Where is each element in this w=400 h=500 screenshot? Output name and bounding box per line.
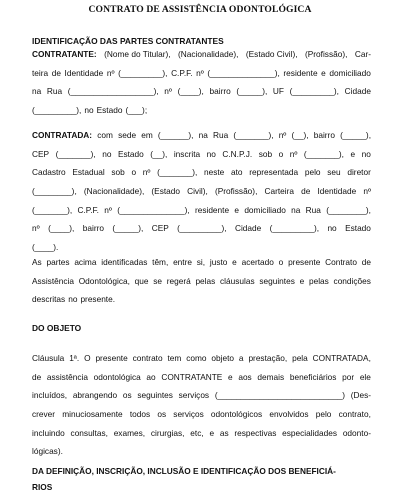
word: (____), [177,86,204,97]
word: CONTRATANTE [161,371,223,382]
contratante-line-4 [32,101,371,120]
word: consultas, [70,427,108,438]
document-title: CONTRATO DE ASSISTÊNCIA ODONTOLÓGICA [88,4,312,15]
word: (_________), [289,86,339,97]
word: nº [106,67,115,78]
word: e [232,257,237,267]
word: teira [32,67,49,78]
word: sede [118,130,137,140]
word: aos [238,371,252,382]
word: Car- [354,49,371,59]
word: e [209,427,215,438]
word: (Des- [350,390,371,401]
contratada-line-2 [32,145,371,164]
word: (_________), [118,67,168,78]
section-heading-definition [32,462,371,494]
word: beneficiários [289,371,337,382]
word: de [361,257,371,267]
agreement-line-1 [32,253,371,272]
word: CONTRATADA, [312,353,371,363]
word: e [299,275,305,286]
word: identificadas [101,257,148,267]
clause-1-line-2 [32,368,371,387]
word: incluindo [32,427,65,438]
contratada-line-4 [32,182,371,201]
contratante-line-2 [32,64,371,83]
word: envolvidos [269,409,309,420]
word: no [102,148,112,159]
word: CEP [32,148,50,159]
word: o [131,167,137,178]
word: C.P.F. [77,204,99,215]
word: nº [278,130,287,140]
contratada-line-5 [32,201,371,220]
word: (_______), [157,167,198,178]
word: Estado [345,223,371,234]
word: residente [194,204,230,215]
section-heading-parties: IDENTIFICAÇÃO DAS PARTES CONTRATANTES [32,36,224,46]
word: de [301,186,311,197]
word: presente [288,257,321,267]
word: de [51,67,61,78]
word: têm, [152,257,169,267]
word: pelo [315,409,332,420]
definition-heading-line-1: DA DEFINIÇÃO, INSCRIÇÃO, INCLUSÃO E IDENTIFICAÇÃO DOS BENEFICIÁ- [32,466,336,476]
word: em [141,130,153,140]
word: sob [111,167,125,178]
word: como [186,353,207,363]
word: respectivas [234,427,277,438]
word: (_________), [269,223,320,234]
word: ao [146,371,156,382]
word: demais [257,371,285,382]
word: neste [204,167,225,178]
word: bairro [209,86,231,97]
word: crever [32,409,56,420]
word: minuciosamente [62,409,123,420]
agreement-line-3 [32,290,371,309]
word: prestação, [248,353,288,363]
word: diretor [347,167,371,178]
word: bairro [82,223,104,234]
word: Cidade [234,223,262,234]
word: Carteira [264,186,294,197]
word: etc, [190,427,204,438]
word: Estadual [72,167,105,178]
word: entre [173,257,192,267]
definition-heading-line-2: RIOS [32,482,53,492]
word: (__), [291,130,309,140]
word: (____). [32,242,59,253]
word: si, [196,257,206,267]
word: acima [74,257,97,267]
contratante-paragraph [32,45,371,120]
word: os [157,409,167,420]
word: representada [249,167,299,178]
word: no [327,223,337,234]
word: Rua [305,204,321,215]
word: CEP [151,223,169,234]
word: no [361,148,371,159]
word: (Profissão), [304,49,348,59]
word: com [97,130,113,140]
word: Civil), [187,186,208,197]
agreement-line-2 [32,272,371,291]
word: na [32,86,42,97]
word: presente. [80,294,116,305]
word: (_____), [236,86,268,97]
word: (______), [157,130,194,140]
word: (___); [125,105,148,116]
word: presente [95,353,128,363]
word: na [291,204,301,215]
word: e [350,148,356,159]
word: condições [333,275,371,286]
contratada-line-1 [32,126,371,145]
word: contrato [132,353,163,363]
word: nº [142,167,151,178]
clause-1-line-1 [32,349,371,368]
word: pelas [308,275,329,286]
word: (_______), [32,204,73,215]
word: odontológicos [210,409,263,420]
word: tem [167,353,182,363]
word: os [122,390,132,401]
word: e [234,204,240,215]
word: no [206,148,216,159]
word: descritas [32,294,66,305]
word: Contrato [325,257,357,267]
word: As [32,257,42,267]
clause-1-line-6 [32,442,371,461]
word: Rua [213,130,229,140]
clause-1-line-5 [32,424,371,443]
word: exames, [113,427,146,438]
word: (Profissão), [214,186,258,197]
word: (Estado [151,186,180,197]
word: (_____), [112,223,144,234]
word: Identidade [64,67,104,78]
word: Estado [96,105,123,116]
word: (Nacionalidade), [178,49,239,59]
word: O [84,353,91,363]
word: nº [363,186,371,197]
word: serviços [173,409,204,420]
word: o [278,257,284,267]
word: (____), [48,223,75,234]
word: abrangendo [72,390,118,401]
word: (_______), [233,130,274,140]
word: (___________________________) [214,390,345,401]
word: assistência [46,371,88,382]
word: sob [258,148,273,159]
word: seguintes [137,390,173,401]
word: UF [272,86,284,97]
word: cirurgias, [150,427,185,438]
word: cláusulas [220,275,255,286]
word: (Estado Civil), [245,49,298,59]
word: nº [104,204,112,215]
word: (__________________), [67,86,159,97]
word: nº [196,67,204,78]
word: (_________), [177,223,227,234]
contratante-line-3 [32,82,371,101]
word: acertado [241,257,274,267]
word: incluídos, [32,390,68,401]
word: (_______), [55,148,96,159]
word: justo [209,257,228,267]
word: a [238,353,244,363]
word: no [84,105,94,116]
word: seu [327,167,341,178]
word: (________), [326,204,371,215]
word: serviços [178,390,210,401]
word: regerá [166,275,191,286]
word: Cláusula [32,353,65,363]
word: Assistência [32,275,74,286]
word: seguintes [259,275,295,286]
contratada-paragraph [32,126,371,257]
word: (__), [150,148,168,159]
word: (_____), [340,130,371,140]
word: e [321,67,326,78]
word: que [134,275,149,286]
word: residente [283,67,318,78]
word: odonto- [342,427,371,438]
contratada-label: CONTRATADA: [32,130,93,140]
word: no [68,294,78,305]
word: (______________), [207,67,280,78]
contratante-line-1 [32,45,371,64]
word: e [228,371,233,382]
word: se [153,275,162,286]
agreement-paragraph [32,253,371,309]
word: odontológica [93,371,141,382]
word: (_______), [303,148,344,159]
word: partes [46,257,70,267]
word: Cidade [344,86,371,97]
word: C.N.P.J. [222,148,253,159]
word: C.P.F. [171,67,193,78]
word: Cadastro [32,167,66,178]
word: nº [32,223,40,234]
word: (________), [32,186,77,197]
word: domiciliado [244,204,286,215]
section-heading-object: DO OBJETO [32,323,82,333]
word: todos [129,409,151,420]
word: objeto [211,353,235,363]
word: lógicas). [32,446,63,457]
word: ele [359,371,371,382]
word: especialidades [282,427,338,438]
word: inscrita [173,148,201,159]
word: domiciliado [329,67,371,78]
word: pelo [304,167,321,178]
word: de [32,371,42,382]
word: contrato, [338,409,371,420]
word: pela [292,353,308,363]
word: na [198,130,208,140]
contratada-line-3 [32,163,371,182]
word: nº [289,148,298,159]
clause-1-line-3 [32,386,371,405]
clause-1-line-4 [32,405,371,424]
clause-1-paragraph [32,349,371,461]
word: (______________), [117,204,190,215]
word: bairro [313,130,335,140]
contratada-line-6 [32,219,371,238]
word: nº [164,86,172,97]
word: Estado [117,148,144,159]
word: as [219,427,229,438]
word: (Nacionalidade), [83,186,145,197]
word: 1ª. [69,353,80,363]
word: Odontológica, [78,275,130,286]
word: ato [231,167,243,178]
word: por [342,371,355,382]
word: pelas [195,275,216,286]
word: o [278,148,284,159]
word: (_________), [32,105,82,116]
contratante-label: CONTRATANTE: [32,49,97,59]
word: (Nome do Titular), [104,49,171,59]
word: Identidade [317,186,357,197]
word: Rua [46,86,63,97]
